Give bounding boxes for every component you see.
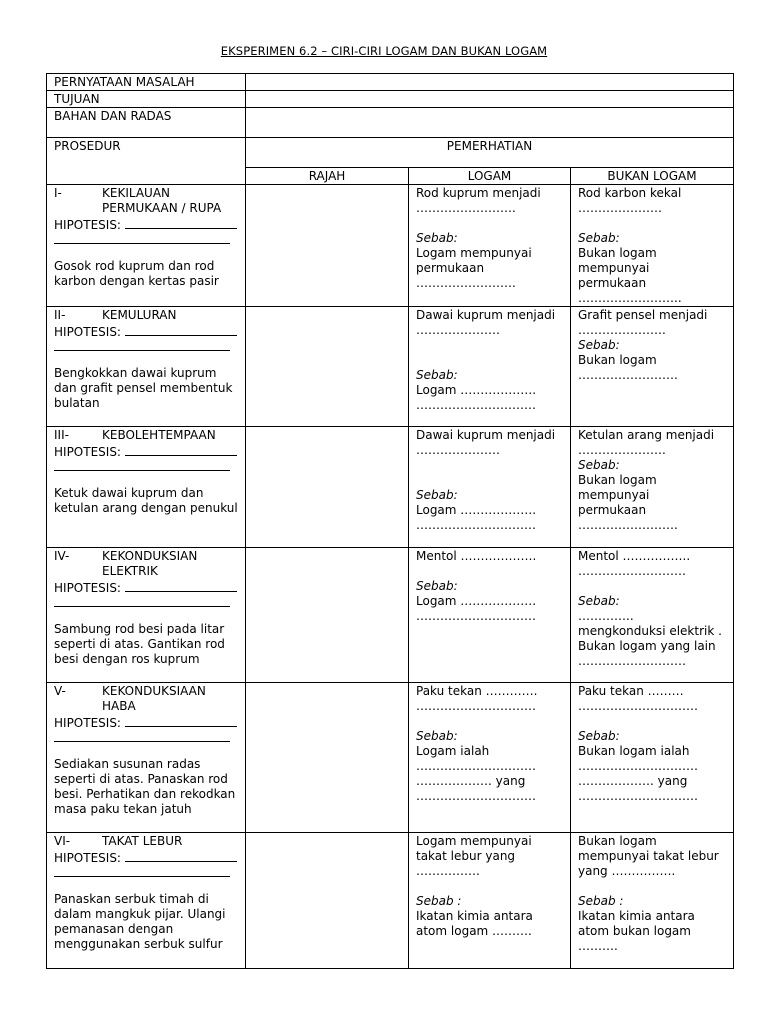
observation-line: ………………………… [416, 759, 536, 773]
reason-label: Sebab : [578, 894, 624, 908]
experiment-name-continued: HABA [102, 699, 136, 713]
nonmetal-observation-cell[interactable] [571, 833, 734, 969]
spacer [416, 458, 563, 473]
reason-label: Sebab: [416, 231, 458, 245]
spacer [54, 877, 238, 892]
observation-line: ………. [578, 939, 618, 953]
observation-line: ………………. yang [416, 774, 526, 788]
spacer [416, 216, 563, 231]
experiment-heading [54, 428, 238, 443]
observation-line: ……………………… [578, 654, 686, 668]
diagram-column-header: RAJAH [246, 168, 409, 185]
reason-label: Sebab : [416, 894, 462, 908]
reason-label: Sebab: [578, 231, 620, 245]
procedure-cell [47, 548, 246, 683]
experiment-number: VI- [54, 834, 71, 848]
observation-line: ………………………… [578, 759, 698, 773]
observation-line: atom bukan logam [578, 924, 691, 938]
experiment-heading [54, 834, 238, 849]
reason-label: Sebab: [416, 488, 458, 502]
spacer [416, 879, 563, 894]
observation-line: …………………….. [578, 291, 682, 305]
experiment-row [47, 683, 734, 833]
experiment-row [47, 307, 734, 427]
observation-line: ………………………… [416, 398, 536, 412]
diagram-cell[interactable] [246, 307, 409, 427]
experiment-number: II- [54, 308, 66, 322]
experiment-row [47, 548, 734, 683]
hypothesis-blank-continued[interactable] [54, 596, 230, 607]
observation-line: ………………. yang [578, 774, 688, 788]
observation-line: Grafit pensel menjadi [578, 308, 708, 322]
metal-observation-cell[interactable] [409, 427, 571, 548]
observation-line: Bukan logam [578, 246, 657, 260]
diagram-cell[interactable] [246, 185, 409, 307]
observation-line: ………….. [578, 609, 634, 623]
worksheet-title: EKSPERIMEN 6.2 – CIRI-CIRI LOGAM DAN BUKAN LOGAM [220, 44, 548, 58]
spacer [54, 742, 238, 757]
spacer [416, 353, 563, 368]
observation-line: ………………………… [416, 609, 536, 623]
hypothesis-blank-continued[interactable] [54, 731, 230, 742]
hypothesis-label: HIPOTESIS: [54, 851, 121, 865]
observation-line: ……………………… [578, 564, 686, 578]
procedure-text: Sediakan susunan radas seperti di atas. Panaskan rod besi. Perhatikan dan rekodkan masa paku tekan jatuh [54, 757, 236, 816]
observation-line: Bukan logam yang lain [578, 639, 716, 653]
hypothesis-label: HIPOTESIS: [54, 581, 121, 595]
hypothesis-blank[interactable] [125, 714, 237, 727]
observation-line: takat lebur yang [416, 849, 516, 863]
observation-line: Ikatan kimia antara [416, 909, 533, 923]
nonmetal-observation-cell[interactable] [571, 185, 734, 307]
hypothesis-blank-continued[interactable] [54, 460, 230, 471]
spacer [54, 351, 238, 366]
experiment-heading [54, 186, 238, 201]
nonmetal-observation-cell[interactable] [571, 427, 734, 548]
observation-line: Dawai kuprum menjadi [416, 428, 556, 442]
observation-line: Bukan logam [578, 473, 657, 487]
reason-label: Sebab: [416, 729, 458, 743]
observation-line: Logam ialah [416, 744, 490, 758]
observation-line: permukaan [416, 261, 485, 275]
spacer [416, 714, 563, 729]
hypothesis-line [54, 443, 238, 460]
materials-label: BAHAN DAN RADAS [47, 108, 246, 138]
observation-line: ……………………. [416, 276, 516, 290]
experiment-row [47, 427, 734, 548]
problem-statement-label: PERNYATAAN MASALAH [47, 74, 246, 91]
observation-line: mempunyai [578, 488, 650, 502]
observation-line: Ketulan arang menjadi [578, 428, 715, 442]
reason-label: Sebab: [416, 368, 458, 382]
observation-line: ……………………. [578, 368, 678, 382]
reason-label: Sebab: [578, 338, 620, 352]
hypothesis-line [54, 579, 238, 596]
metal-observation-cell[interactable] [409, 548, 571, 683]
diagram-cell[interactable] [246, 427, 409, 548]
experiment-number: III- [54, 428, 69, 442]
experiment-number: IV- [54, 549, 70, 563]
hypothesis-label: HIPOTESIS: [54, 445, 121, 459]
observation-line: Paku tekan ……… [578, 684, 684, 698]
observation-line: ………………………… [416, 789, 536, 803]
hypothesis-line [54, 849, 238, 866]
experiment-name: KEMULURAN [102, 308, 177, 322]
procedure-text: Panaskan serbuk timah di dalam mangkuk pijar. Ulangi pemanasan dengan menggunakan serbuk sulfur [54, 892, 226, 951]
metal-observation-cell[interactable] [409, 683, 571, 833]
procedure-cell [47, 307, 246, 427]
hypothesis-blank[interactable] [125, 216, 237, 229]
metal-observation-cell[interactable] [409, 833, 571, 969]
hypothesis-blank[interactable] [125, 849, 237, 862]
experiment-name: KEKILAUAN [102, 186, 170, 200]
hypothesis-blank-continued[interactable] [54, 233, 230, 244]
reason-label: Sebab: [578, 729, 620, 743]
observation-line: Mentol …………….. [578, 549, 691, 563]
procedure-cell [47, 427, 246, 548]
experiment-name-continued: ELEKTRIK [102, 564, 158, 578]
hypothesis-blank-continued[interactable] [54, 340, 230, 351]
observation-line: Logam mempunyai [416, 834, 532, 848]
aim-label: TUJUAN [47, 91, 246, 108]
experiment-name: KEKONDUKSIAAN [102, 684, 206, 698]
nonmetal-column-header: BUKAN LOGAM [571, 168, 734, 185]
observation-line: Bukan logam [578, 353, 657, 367]
spacer [416, 473, 563, 488]
reason-label: Sebab: [578, 594, 620, 608]
experiment-table [46, 73, 734, 969]
experiment-heading [54, 308, 238, 323]
observation-line: ………………… [578, 201, 662, 215]
column-header-row [47, 138, 734, 168]
metal-observation-cell[interactable] [409, 307, 571, 427]
hypothesis-line [54, 216, 238, 233]
nonmetal-observation-cell[interactable] [571, 548, 734, 683]
observation-line: ………………………… [416, 518, 536, 532]
observation-line: Logam ………………. [416, 503, 537, 517]
nonmetal-observation-cell[interactable] [571, 307, 734, 427]
header-row-problem [47, 74, 734, 91]
experiment-row [47, 833, 734, 969]
hypothesis-label: HIPOTESIS: [54, 218, 121, 232]
hypothesis-blank[interactable] [125, 323, 237, 336]
observation-line: Logam ………………. [416, 594, 537, 608]
header-row-aim [47, 91, 734, 108]
observation-line: atom logam ………. [416, 924, 532, 938]
observation-line: Paku tekan …………. [416, 684, 538, 698]
spacer [578, 216, 726, 231]
observation-line: ………………………… [578, 699, 698, 713]
observation-line: Rod karbon kekal [578, 186, 682, 200]
observation-line: ……………. [416, 864, 480, 878]
observation-line: permukaan [578, 503, 647, 517]
observation-line: permukaan [578, 276, 647, 290]
observation-line: Ikatan kimia antara [578, 909, 695, 923]
observation-line: Bukan logam [578, 834, 657, 848]
observation-line: mempunyai [578, 261, 650, 275]
procedure-text: Bengkokkan dawai kuprum dan grafit pensel membentuk bulatan [54, 366, 233, 410]
experiment-row [47, 185, 734, 307]
procedure-cell [47, 833, 246, 969]
diagram-cell[interactable] [246, 683, 409, 833]
observation-line: Rod kuprum menjadi [416, 186, 541, 200]
observation-line: mempunyai takat lebur [578, 849, 719, 863]
observation-line: ………………………… [416, 699, 536, 713]
procedure-cell [47, 683, 246, 833]
observation-line: Logam ………………. [416, 383, 537, 397]
observation-line: ……………………. [578, 518, 678, 532]
experiment-name: KEBOLEHTEMPAAN [102, 428, 216, 442]
observation-line: …………………. [578, 443, 666, 457]
diagram-cell[interactable] [246, 833, 409, 969]
hypothesis-line [54, 323, 238, 340]
procedure-column-header: PROSEDUR [47, 138, 246, 185]
experiment-name: TAKAT LEBUR [102, 834, 183, 848]
observation-line: Mentol ………………. [416, 549, 537, 563]
experiment-name-continued: PERMUKAAN / RUPA [102, 201, 222, 215]
experiment-number: I- [54, 186, 62, 200]
spacer [578, 879, 726, 894]
observation-line: ………………………… [578, 789, 698, 803]
spacer [54, 244, 238, 259]
spacer [54, 607, 238, 622]
materials-field[interactable] [246, 108, 734, 138]
aim-field[interactable] [246, 91, 734, 108]
experiment-name: KEKONDUKSIAN [102, 549, 198, 563]
spacer [578, 714, 726, 729]
spacer [416, 338, 563, 353]
experiment-heading [54, 549, 238, 564]
hypothesis-blank[interactable] [125, 443, 237, 456]
hypothesis-label: HIPOTESIS: [54, 716, 121, 730]
observation-line: ………………… [416, 443, 500, 457]
hypothesis-label: HIPOTESIS: [54, 325, 121, 339]
observation-line: ………………… [416, 323, 500, 337]
diagram-cell[interactable] [246, 548, 409, 683]
procedure-text: Sambung rod besi pada litar seperti di atas. Gantikan rod besi dengan ros kuprum [54, 622, 225, 666]
observation-line: Logam mempunyai [416, 246, 532, 260]
metal-column-header: LOGAM [409, 168, 571, 185]
spacer [416, 564, 563, 579]
observation-line: mengkonduksi elektrik . [578, 624, 722, 638]
nonmetal-observation-cell[interactable] [571, 683, 734, 833]
observation-line: Bukan logam ialah [578, 744, 690, 758]
experiment-heading [54, 684, 238, 699]
hypothesis-blank[interactable] [125, 579, 237, 592]
hypothesis-blank-continued[interactable] [54, 866, 230, 877]
procedure-text: Ketuk dawai kuprum dan ketulan arang dengan penukul [54, 486, 238, 515]
observation-line: …………………. [578, 323, 666, 337]
observation-line: Dawai kuprum menjadi [416, 308, 556, 322]
observation-line: yang ……………. [578, 864, 676, 878]
observation-line: ……………………. [416, 201, 516, 215]
observation-column-header: PEMERHATIAN [246, 138, 734, 168]
procedure-text: Gosok rod kuprum dan rod karbon dengan kertas pasir [54, 259, 219, 288]
metal-observation-cell[interactable] [409, 185, 571, 307]
reason-label: Sebab: [578, 458, 620, 472]
problem-statement-field[interactable] [246, 74, 734, 91]
hypothesis-line [54, 714, 238, 731]
header-row-materials [47, 108, 734, 138]
experiment-number: V- [54, 684, 66, 698]
spacer [54, 471, 238, 486]
spacer [578, 579, 726, 594]
procedure-cell [47, 185, 246, 307]
reason-label: Sebab: [416, 579, 458, 593]
